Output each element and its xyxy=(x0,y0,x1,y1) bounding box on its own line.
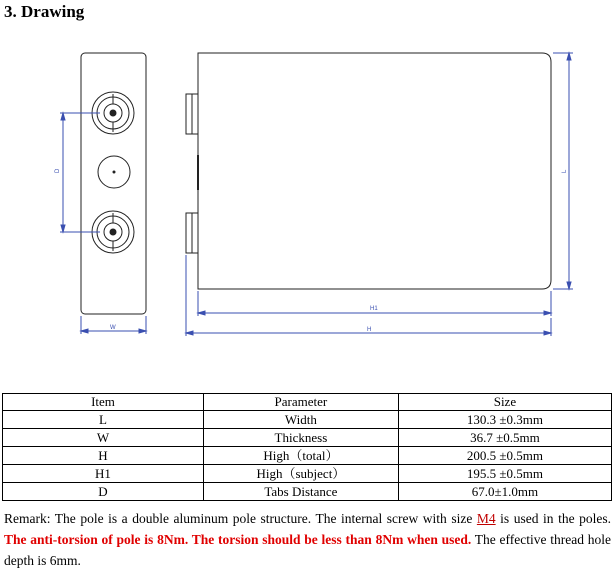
table-row xyxy=(3,465,612,483)
cell-item: L xyxy=(3,411,204,429)
label-h: H xyxy=(367,327,372,333)
label-h1: H1 xyxy=(370,306,378,312)
cell-size: 130.3 ±0.3mm xyxy=(398,411,611,429)
section-heading: 3. Drawing xyxy=(4,2,85,21)
cell-size: 195.5 ±0.5mm xyxy=(398,465,611,483)
label-l: L xyxy=(562,169,568,173)
cell-item: H xyxy=(3,447,204,465)
cell-parameter: Tabs Distance xyxy=(203,483,398,501)
cell-size: 67.0±1.0mm xyxy=(398,483,611,501)
spec-table xyxy=(2,393,612,501)
cell-item: W xyxy=(3,429,204,447)
top-view xyxy=(81,53,146,314)
side-view xyxy=(186,53,551,289)
remark-text-3: The effective thread hole depth is 6mm. xyxy=(4,532,611,568)
remark-text-2: is used in the poles. xyxy=(495,511,611,526)
table-row xyxy=(3,411,612,429)
dimension-h1 xyxy=(198,291,551,316)
cell-parameter: High（total） xyxy=(203,447,398,465)
cell-parameter: Thickness xyxy=(203,429,398,447)
cell-parameter: Width xyxy=(203,411,398,429)
remark-paragraph xyxy=(4,508,611,571)
remark-text-1: Remark: The pole is a double aluminum pole structure. The internal screw with size xyxy=(4,511,477,526)
dimension-d xyxy=(60,113,100,232)
dimension-h xyxy=(186,255,551,336)
cell-size: 36.7 ±0.5mm xyxy=(398,429,611,447)
table-row xyxy=(3,429,612,447)
cell-item: H1 xyxy=(3,465,204,483)
header-size: Size xyxy=(398,394,611,411)
m4-link[interactable]: M4 xyxy=(476,511,496,526)
header-parameter: Parameter xyxy=(203,394,398,411)
label-d: D xyxy=(55,168,61,173)
side-view-outline xyxy=(198,53,551,289)
label-w: W xyxy=(110,325,116,331)
table-header-row xyxy=(3,394,612,411)
cell-size: 200.5 ±0.5mm xyxy=(398,447,611,465)
table-row xyxy=(3,483,612,501)
header-item: Item xyxy=(3,394,204,411)
torsion-warning: The anti-torsion of pole is 8Nm. The torsion should be less than 8Nm when used. xyxy=(4,532,472,547)
table-row xyxy=(3,447,612,465)
cell-item: D xyxy=(3,483,204,501)
cell-parameter: High（subject） xyxy=(203,465,398,483)
